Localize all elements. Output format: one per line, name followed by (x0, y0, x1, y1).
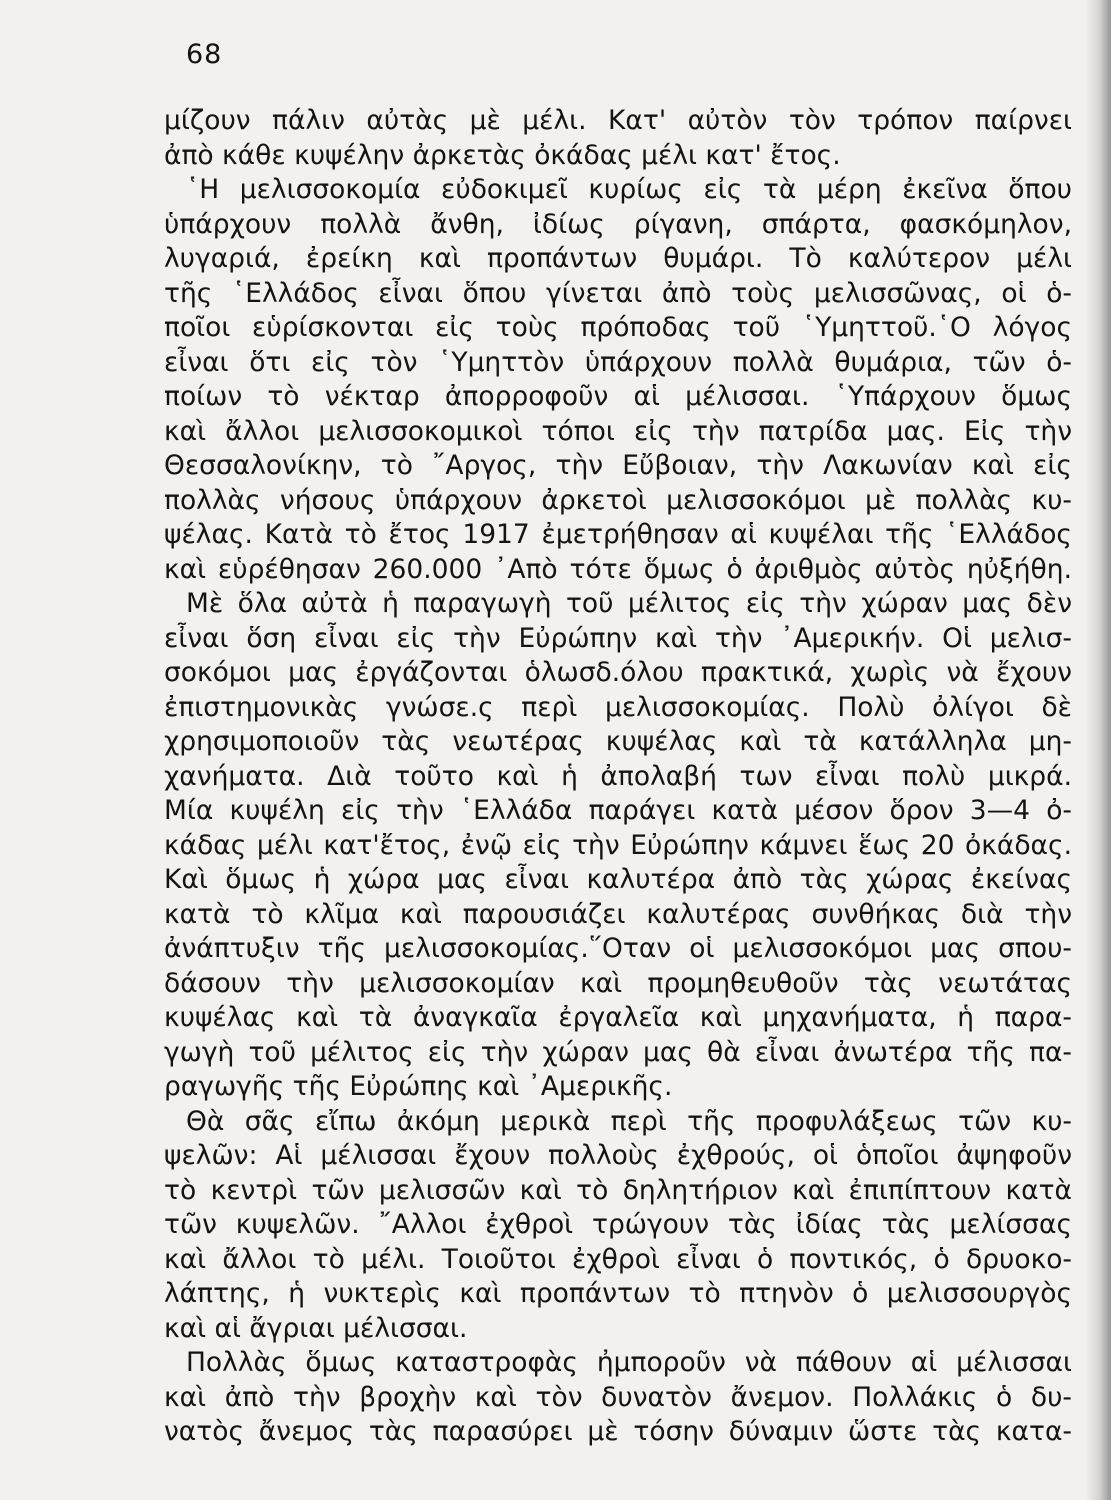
page-number: 68 (186, 39, 223, 70)
text-line: τῆς ῾Ελλάδος εἶναι ὅπου γίνεται ἀπὸ τοὺς μελισσῶνας, οἱ ὁ- (164, 277, 1072, 309)
text-line: χανήματα. Διὰ τοῦτο καὶ ἡ ἀπολαβή των εἶναι πολὺ μικρά. (164, 760, 1072, 792)
text-line: κάδας μέλι κατ'ἔτος, ἐνῷ εἰς τὴν Εὐρώπην κάμνει ἕως 20 ὀκάδας. (164, 829, 1072, 861)
text-line: Θεσσαλονίκην, τὸ ῎Αργος, τὴν Εὔβοιαν, τὴν Λακωνίαν καὶ εἰς (164, 450, 1072, 481)
text-line: ἀνάπτυξιν τῆς μελισσοκομίας.῞Οταν οἱ μελισσοκόμοι μας σπου- (164, 933, 1072, 964)
paragraph-start-line: Θὰ σᾶς εἴπω ἀκόμη μερικὰ περὶ τῆς προφυλάξεως τῶν κυ- (186, 1105, 1072, 1137)
text-line: καὶ ἀπὸ τὴν βροχὴν καὶ τὸν δυνατὸν ἄνεμον. Πολλάκις ὁ δυ- (164, 1381, 1072, 1413)
text-line: καὶ ἄλλοι μελισσοκομικοὶ τόποι εἰς τὴν πατρίδα μας. Εἰς τὴν (164, 415, 1072, 447)
text-line: μίζουν πάλιν αὐτὰς μὲ μέλι. Κατ' αὐτὸν τὸν τρόπον παίρνει (164, 105, 1072, 136)
paragraph-start-line: Πολλὰς ὅμως καταστροφὰς ἠμποροῦν νὰ πάθουν αἱ μέλισσαι (186, 1347, 1072, 1378)
text-line: Καὶ ὅμως ἡ χώρα μας εἶναι καλυτέρα ἀπὸ τὰς χώρας ἐκείνας (164, 864, 1072, 895)
text-line: χρησιμοποιοῦν τὰς νεωτέρας κυψέλας καὶ τὰ κατάλληλα μη- (164, 726, 1072, 757)
text-line: σοκόμοι μας ἐργάζονται ὁλωσδ.όλου πρακτικά, χωρὶς νὰ ἔχουν (164, 657, 1072, 688)
text-line: γωγὴ τοῦ μέλιτος εἰς τὴν χώραν μας θὰ εἶναι ἀνωτέρα τῆς πα- (164, 1036, 1072, 1068)
text-line: νατὸς ἄνεμος τὰς παρασύρει μὲ τόσην δύναμιν ὥστε τὰς κατα- (164, 1416, 1072, 1447)
text-line: ἐπιστημονικὰς γνώσε.ς περὶ μελισσοκομίας. Πολὺ ὀλίγοι δὲ (164, 691, 1072, 723)
text-line: καὶ αἱ ἄγριαι μέλισσαι. (164, 1312, 468, 1344)
paragraph-start-line: ῾Η μελισσοκομία εὐδοκιμεῖ κυρίως εἰς τὰ μέρη ἐκεῖνα ὅπου (186, 174, 1072, 205)
text-line: ψέλας. Κατὰ τὸ ἔτος 1917 ἐμετρήθησαν αἱ κυψέλαι τῆς ῾Ελλάδος (164, 519, 1072, 550)
text-line: καὶ ἄλλοι τὸ μέλι. Τοιοῦτοι ἐχθροὶ εἶναι ὁ ποντικός, ὁ δρυοκο- (164, 1243, 1072, 1275)
text-line: εἶναι ὅτι εἰς τὸν ῾Υμηττὸν ὑπάρχουν πολλὰ θυμάρια, τῶν ὁ- (164, 346, 1072, 378)
text-line: καὶ εὑρέθησαν 260.000 ᾿Απὸ τότε ὅμως ὁ ἀριθμὸς αὐτὸς ηὐξήθη. (164, 553, 1072, 585)
text-line: λάπτης, ἡ νυκτερὶς καὶ προπάντων τὸ πτηνὸν ὁ μελισσουργὸς (164, 1278, 1072, 1309)
text-line: τῶν κυψελῶν. ῎Αλλοι ἐχθροὶ τρώγουν τὰς ἰδίας τὰς μελίσσας (164, 1209, 1072, 1240)
text-line: λυγαριά, ἐρείκη καὶ προπάντων θυμάρι. Τὸ καλύτερον μέλι (164, 243, 1072, 274)
text-line: ποῖοι εὑρίσκονται εἰς τοὺς πρόποδας τοῦ ῾Υμηττοῦ.῾Ο λόγος (164, 312, 1072, 343)
text-line: κατὰ τὸ κλῖμα καὶ παρουσιάζει καλυτέρας συνθήκας διὰ τὴν (164, 898, 1072, 930)
text-line: Μία κυψέλη εἰς τὴν ῾Ελλάδα παράγει κατὰ μέσον ὅρον 3—4 ὀ- (164, 795, 1072, 826)
text-line: ὑπάρχουν πολλὰ ἄνθη, ἰδίως ρίγανη, σπάρτα, φασκόμηλον, (164, 208, 1072, 240)
body-text (164, 104, 1072, 1450)
paragraph-start-line: Μὲ ὅλα αὐτὰ ἡ παραγωγὴ τοῦ μέλιτος εἰς τὴν χώραν μας δὲν (186, 588, 1072, 619)
text-line: κυψέλας καὶ τὰ ἀναγκαῖα ἐργαλεῖα καὶ μηχανήματα, ἡ παρα- (164, 1002, 1072, 1033)
text-line: ψελῶν: Αἱ μέλισσαι ἔχουν πολλοὺς ἐχθρούς, οἱ ὁποῖοι ἀψηφοῦν (164, 1140, 1072, 1171)
binding-gutter-shadow (1085, 0, 1111, 1500)
text-line: ραγωγῆς τῆς Εὐρώπης καὶ ᾿Αμερικῆς. (164, 1071, 673, 1102)
text-line: ποίων τὸ νέκταρ ἀπορροφοῦν αἱ μέλισσαι. ῾Υπάρχουν ὅμως (164, 381, 1072, 412)
text-line: εἶναι ὅση εἶναι εἰς τὴν Εὐρώπην καὶ τὴν ᾿Αμερικήν. Οἱ μελισ- (164, 622, 1072, 654)
text-line: δάσουν τὴν μελισσοκομίαν καὶ προμηθευθοῦν τὰς νεωτάτας (164, 967, 1072, 999)
text-line: τὸ κεντρὶ τῶν μελισσῶν καὶ τὸ δηλητήριον καὶ ἐπιπίπτουν κατὰ (164, 1174, 1072, 1206)
text-line: ἀπὸ κάθε κυψέλην ἀρκετὰς ὀκάδας μέλι κατ' ἔτος. (164, 139, 841, 171)
text-line: πολλὰς νήσους ὑπάρχουν ἀρκετοὶ μελισσοκόμοι μὲ πολλὰς κυ- (164, 484, 1072, 516)
